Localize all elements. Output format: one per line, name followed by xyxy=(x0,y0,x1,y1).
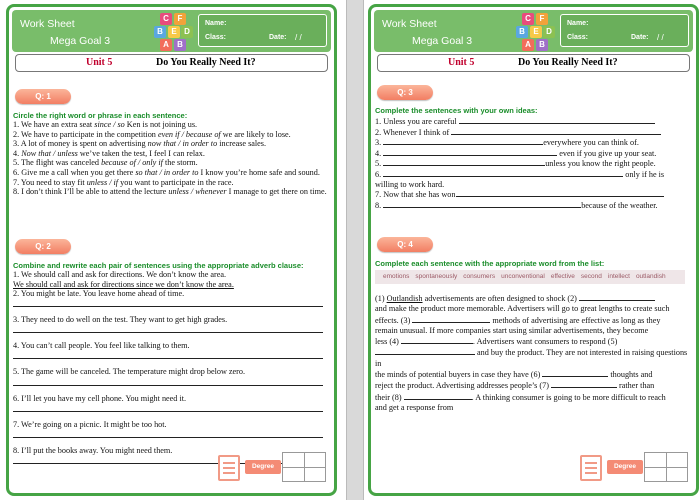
worksheet-page-2 xyxy=(368,4,699,496)
block-f: F xyxy=(174,13,186,25)
q1-item-6-options[interactable]: so that / in order to xyxy=(135,167,199,177)
q3-blank-5[interactable] xyxy=(383,158,545,166)
q1-item-5: 5. The flight was canceled because of / only if the storm. xyxy=(13,158,198,168)
word-second: second xyxy=(580,273,602,280)
clipboard-icon xyxy=(218,455,240,481)
q3-blank-7[interactable] xyxy=(456,189,664,197)
q3-blank-6[interactable] xyxy=(383,169,623,177)
q1-item-7-options[interactable]: unless / if xyxy=(86,177,119,187)
word-list xyxy=(375,270,685,284)
unit-title-bar xyxy=(15,54,328,72)
word-emotions: emotions xyxy=(383,273,410,280)
class-label: Class: xyxy=(567,34,589,41)
worksheet-header xyxy=(374,10,693,52)
date-slashes: / / xyxy=(295,33,302,42)
block-a: A xyxy=(522,39,534,51)
word-effective: effective xyxy=(550,273,575,280)
q4-blank-5[interactable] xyxy=(375,347,475,355)
block-d: D xyxy=(181,26,193,38)
q4-blank-6[interactable] xyxy=(542,369,608,377)
question-3-items xyxy=(375,116,693,210)
block-b2: B xyxy=(536,39,548,51)
question-4-passage: (1) Outlandish advertisements are often designed to shock (2) and make the product more memorable. Advertisers will go to great lengths to create such effects. (3) methods of advertising are effective as long as they remain unusual. If more companies start using similar advertisements, they become less (4) . Advertisers want consumers to respond (5) and buy the product. They are not interested in raising questions in the minds of potential buyers in case they have (6) thoughts and reject the product. Advertising addresses people’s (7) rather than their (8) . A thinking consumer is going to be more difficult to reach and get a response from xyxy=(375,294,688,412)
degree-box xyxy=(580,451,688,483)
question-4-instruction: Complete each sentence with the appropriate word from the list: xyxy=(375,259,605,268)
block-b: B xyxy=(516,26,528,38)
q2-answer-line-2[interactable] xyxy=(13,299,323,308)
block-c: C xyxy=(160,13,172,25)
question-2-instruction: Combine and rewrite each pair of sentences using the appropriate adverb clause: xyxy=(13,261,304,270)
q1-item-7: 7. You need to stay fit unless / if you want to participate in the race. xyxy=(13,177,234,187)
q3-item-6: 6. only if he is xyxy=(375,169,665,179)
q4-blank-4[interactable] xyxy=(401,336,473,344)
q3-blank-3[interactable] xyxy=(383,137,543,145)
worksheet-title: Work Sheet xyxy=(20,18,75,30)
question-4-badge: Q: 4 xyxy=(377,237,433,252)
q1-item-3: 3. A lot of money is spent on advertising now that / in order to increase sales. xyxy=(13,139,267,149)
block-e: E xyxy=(530,26,542,38)
class-label: Class: xyxy=(205,34,227,41)
date-slashes: / / xyxy=(657,33,664,42)
q2-answer-line-6[interactable] xyxy=(13,403,323,412)
q2-answer-line-4[interactable] xyxy=(13,351,323,360)
clipboard-icon xyxy=(580,455,602,481)
q2-item-3: 3. They need to do well on the test. They want to get high grades. xyxy=(13,315,228,325)
student-info-box xyxy=(198,14,327,47)
worksheet-page-1 xyxy=(6,4,337,496)
q2-answer-line-5[interactable] xyxy=(13,377,323,386)
question-2-items xyxy=(13,270,331,472)
question-1-badge: Q: 1 xyxy=(15,89,71,104)
q4-blank-3[interactable] xyxy=(412,315,490,323)
unit-title: Do You Really Need It? xyxy=(156,57,256,68)
q4-blank-2[interactable] xyxy=(579,293,655,301)
worksheet-subtitle: Mega Goal 3 xyxy=(50,35,111,47)
q1-item-1: 1. We have an extra seat since / so Ken is not joining us. xyxy=(13,120,198,129)
q2-item-8: 8. I’ll put the books away. You might need them. xyxy=(13,445,173,455)
q3-item-2: 2. Whenever I think of xyxy=(375,127,693,138)
block-b2: B xyxy=(174,39,186,51)
unit-title-bar xyxy=(377,54,690,72)
q1-item-1-options[interactable]: since / so xyxy=(94,120,125,129)
q1-item-2: 2. We have to participate in the competition even if / because of we are likely to lose. xyxy=(13,129,291,139)
unit-title: Do You Really Need It? xyxy=(518,57,618,68)
q3-item-4: 4. even if you give up your seat. xyxy=(375,148,657,158)
question-2-badge: Q: 2 xyxy=(15,239,71,254)
q4-blank-8[interactable] xyxy=(404,392,472,400)
block-d: D xyxy=(543,26,555,38)
q2-answer-line-7[interactable] xyxy=(13,429,323,438)
q1-item-4-options[interactable]: Now that / unless xyxy=(21,148,78,158)
degree-label: Degree xyxy=(607,460,643,474)
q2-example-answer: We should call and ask for directions since we don’t know the area. xyxy=(13,279,234,289)
q2-item-6: 6. I’ll let you have my cell phone. You might need it. xyxy=(13,393,187,403)
worksheet-subtitle: Mega Goal 3 xyxy=(412,35,473,47)
question-1-instruction: Circle the right word or phrase in each sentence: xyxy=(13,111,188,120)
q3-item-1: 1. Unless you are careful xyxy=(375,116,693,127)
q3-item-8: 8. because of the weather. xyxy=(375,200,658,210)
q2-example: 1. We should call and ask for directions. We don’t know the area. xyxy=(13,270,227,279)
block-a: A xyxy=(160,39,172,51)
degree-box xyxy=(218,451,326,483)
block-b: B xyxy=(154,26,166,38)
q1-item-5-options[interactable]: because of / only if xyxy=(101,158,163,168)
block-e: E xyxy=(168,26,180,38)
q1-item-8: 8. I don’t think I’ll be able to attend the lecture unless / whenever I manage to get there on time. xyxy=(13,187,327,197)
unit-number: Unit 5 xyxy=(448,57,475,68)
word-intellect: intellect xyxy=(607,273,630,280)
alphabet-blocks-icon xyxy=(154,13,194,51)
date-label: Date: xyxy=(269,34,287,41)
q3-blank-4[interactable] xyxy=(383,148,557,156)
question-1-items xyxy=(13,120,331,197)
q3-blank-1[interactable] xyxy=(459,116,655,124)
page-gutter xyxy=(346,0,364,500)
q2-item-4: 4. You can’t call people. You feel like talking to them. xyxy=(13,341,190,351)
student-info-box xyxy=(560,14,689,47)
unit-number: Unit 5 xyxy=(86,57,113,68)
name-label: Name: xyxy=(567,20,589,27)
q1-item-2-options[interactable]: even if / because of xyxy=(157,129,221,139)
q3-item-3: 3. everywhere you can think of. xyxy=(375,138,639,148)
q1-item-3-options[interactable]: now that / in order to xyxy=(147,139,218,149)
q2-item-7: 7. We’re going on a picnic. It might be too hot. xyxy=(13,419,167,429)
example-answer: Outlandish xyxy=(386,294,423,303)
q2-answer-line-3[interactable] xyxy=(13,325,323,334)
block-c: C xyxy=(522,13,534,25)
block-f: F xyxy=(536,13,548,25)
q3-item-6-cont: willing to work hard. xyxy=(375,179,445,189)
alphabet-blocks-icon xyxy=(516,13,556,51)
question-3-instruction: Complete the sentences with your own ideas: xyxy=(375,106,538,115)
q3-blank-2[interactable] xyxy=(451,127,661,135)
worksheet-header xyxy=(12,10,331,52)
q3-item-7: 7. Now that she has won xyxy=(375,189,693,200)
date-label: Date: xyxy=(631,34,649,41)
degree-label: Degree xyxy=(245,460,281,474)
q2-item-2: 2. You might be late. You leave home ahead of time. xyxy=(13,289,185,299)
degree-score-grid[interactable] xyxy=(644,452,688,482)
q1-item-6: 6. Give me a call when you get there so that / in order to I know you’re home safe and sound. xyxy=(13,167,320,177)
worksheet-title: Work Sheet xyxy=(382,18,437,30)
word-spontaneously: spontaneously xyxy=(415,273,458,280)
q1-item-4: 4. Now that / unless we’ve taken the test, I feel I can relax. xyxy=(13,148,205,158)
word-outlandish: outlandish xyxy=(635,273,666,280)
q3-item-5: 5. unless you know the right people. xyxy=(375,159,656,169)
q3-blank-8[interactable] xyxy=(383,200,581,208)
question-3-badge: Q: 3 xyxy=(377,85,433,100)
word-unconventional: unconventional xyxy=(501,273,545,280)
q2-item-5: 5. The game will be canceled. The temperature might drop below zero. xyxy=(13,367,246,377)
q4-blank-7[interactable] xyxy=(551,380,617,388)
name-label: Name: xyxy=(205,20,227,27)
q1-item-8-options[interactable]: unless / whenever xyxy=(168,187,227,197)
word-consumers: consumers xyxy=(463,273,496,280)
degree-score-grid[interactable] xyxy=(282,452,326,482)
